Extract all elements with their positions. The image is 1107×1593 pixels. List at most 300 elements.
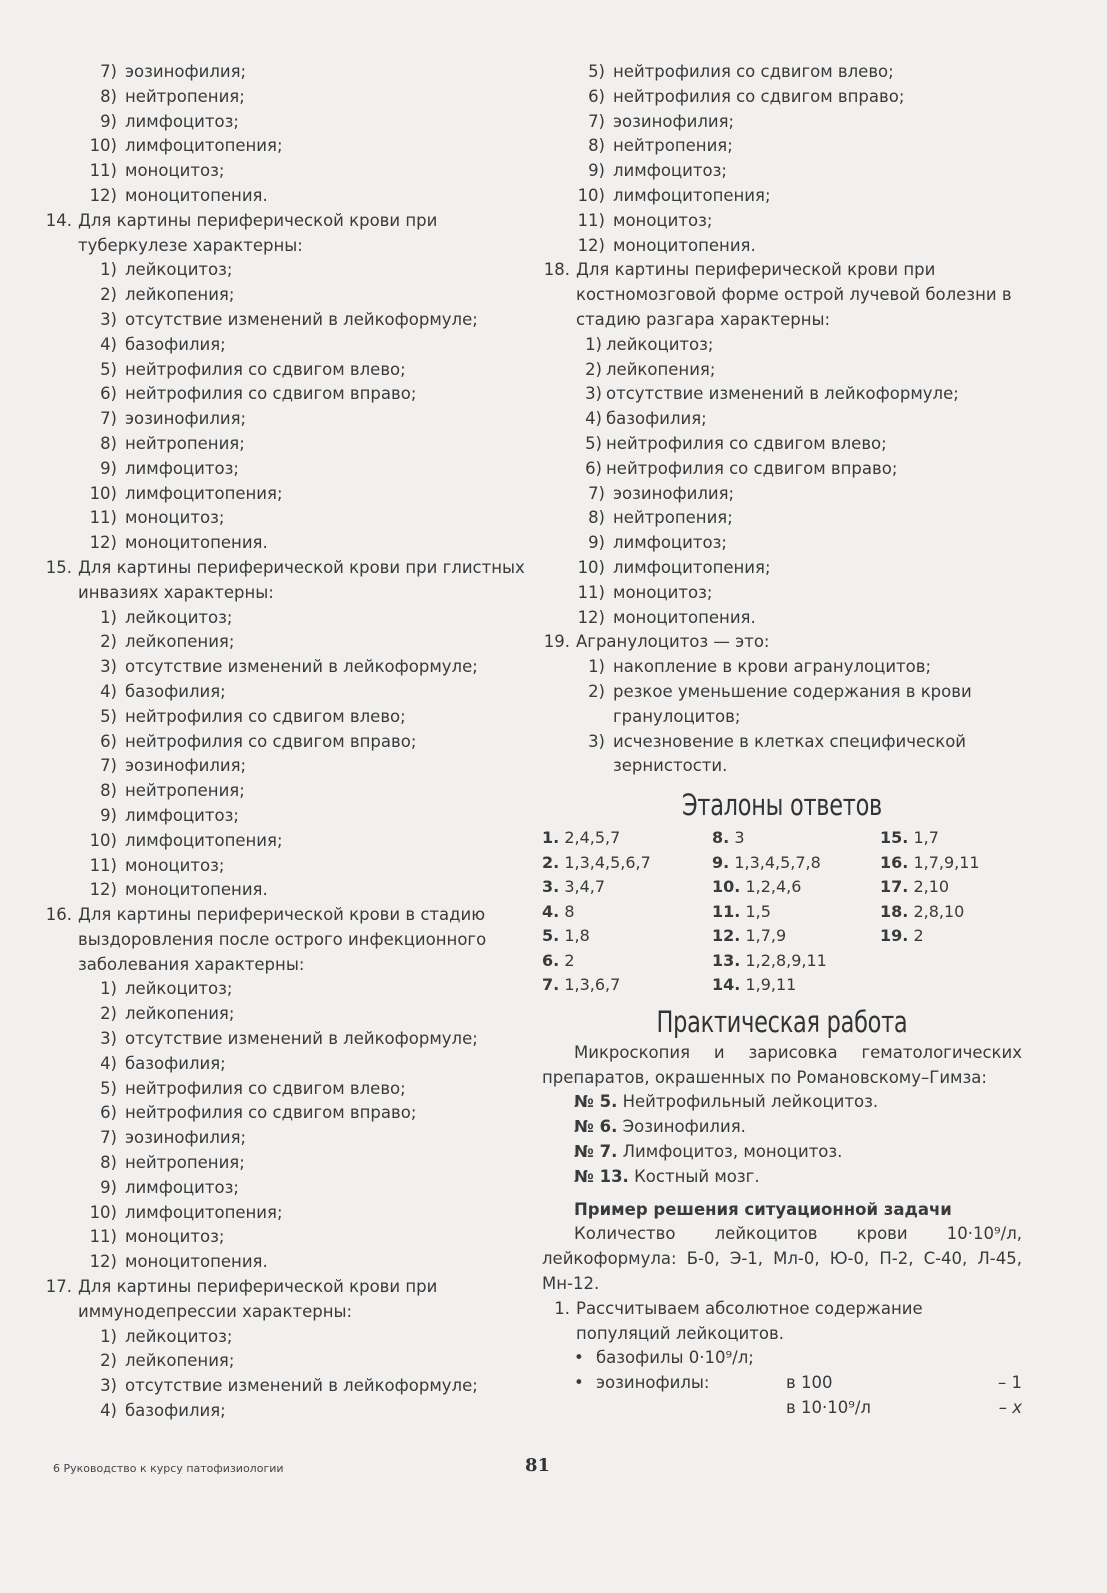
option-number: 10) [577, 185, 605, 205]
answer-option [44, 854, 526, 879]
option-number: 2) [100, 1004, 117, 1024]
option-text: лимфоцитоз; [125, 458, 239, 478]
answer-key-item [712, 875, 880, 900]
option-number: 3) [100, 309, 117, 329]
specimen-item [542, 1140, 1022, 1165]
answer-key-number: 5. [542, 926, 560, 946]
question-17 [44, 1275, 526, 1424]
option-text: лейкоцитоз; [125, 1326, 233, 1346]
answer-option [44, 1151, 526, 1176]
answer-option [542, 209, 1022, 234]
answer-option [44, 1027, 526, 1052]
answer-key-number: 6. [542, 950, 560, 970]
option-number: 8) [588, 136, 605, 156]
answer-key-value: 1,8 [564, 926, 590, 946]
answer-key-item [880, 826, 1022, 851]
answer-key-number: 16. [880, 852, 909, 872]
option-number: 8) [588, 508, 605, 528]
answer-key-number: 4. [542, 901, 560, 921]
answer-option [44, 630, 526, 655]
option-text: эозинофилия; [613, 483, 735, 503]
option-number: 1) [100, 607, 117, 627]
option-number: 7) [100, 1128, 117, 1148]
option-text: базофилия; [125, 334, 226, 354]
answer-key-value: 1,3,4,5,7,8 [734, 852, 821, 872]
answer-key-value: 1,9,11 [745, 975, 797, 995]
answer-key-value: 1,3,6,7 [564, 975, 621, 995]
page-number: 81 [525, 1455, 551, 1476]
question-13-tail [44, 60, 526, 209]
answer-key-item [880, 851, 1022, 876]
option-text: моноцитоз; [125, 1227, 225, 1247]
answer-key-item [880, 900, 1022, 925]
answer-option [542, 184, 1022, 209]
option-number: 2) [585, 359, 602, 379]
question-stem [44, 209, 526, 259]
option-number: 11) [577, 582, 605, 602]
option-text: нейтропения; [125, 433, 245, 453]
answer-option [44, 110, 526, 135]
option-number: 7) [100, 756, 117, 776]
specimen-item [542, 1165, 1022, 1190]
answer-option [44, 1250, 526, 1275]
question-number: 18. [543, 260, 570, 280]
answer-option [542, 134, 1022, 159]
option-text: базофилия; [125, 1401, 226, 1421]
option-text: эозинофилия; [125, 409, 247, 429]
answer-option [44, 184, 526, 209]
answer-option [44, 655, 526, 680]
answer-option [542, 606, 1022, 631]
answer-option [44, 1201, 526, 1226]
option-number: 9) [588, 161, 605, 181]
option-number: 10) [577, 557, 605, 577]
option-number: 10) [89, 136, 117, 156]
option-text: лимфоцитоз; [613, 533, 727, 553]
answer-option [44, 705, 526, 730]
answer-key-item [712, 973, 880, 998]
option-text: нейтрофилия со сдвигом влево; [606, 433, 887, 453]
answer-option [44, 382, 526, 407]
option-text: базофилия; [606, 409, 707, 429]
option-number: 10) [89, 830, 117, 850]
bullet-basophils-text: базофилы 0·10⁹/л; [596, 1348, 754, 1368]
answer-option [44, 977, 526, 1002]
specimen-list [542, 1090, 1022, 1189]
answer-key-number: 12. [712, 926, 741, 946]
option-text: нейтрофилия со сдвигом влево; [125, 1078, 406, 1098]
answer-option [44, 358, 526, 383]
option-number: 5) [588, 62, 605, 81]
option-text: лейкоцитоз; [125, 979, 233, 999]
option-text: нейтрофилия со сдвигом вправо; [125, 384, 417, 404]
answer-key-value: 1,3,4,5,6,7 [564, 852, 651, 872]
question-number: 15. [45, 557, 72, 577]
option-number: 2) [100, 1351, 117, 1371]
option-number: 3) [100, 657, 117, 677]
option-text: лимфоцитоз; [125, 1177, 239, 1197]
option-number: 9) [588, 533, 605, 553]
answer-option [44, 531, 526, 556]
answer-key-item [712, 900, 880, 925]
question-text: Для картины периферической крови при туберкулезе характерны: [78, 210, 438, 255]
answer-key-number: 19. [880, 926, 909, 946]
question-stem [44, 556, 526, 606]
option-text: моноцитопения. [125, 880, 268, 900]
question-number: 19. [543, 632, 570, 652]
question-15 [44, 556, 526, 903]
answer-option [44, 878, 526, 903]
answer-option [44, 1176, 526, 1201]
option-text: нейтрофилия со сдвигом вправо; [125, 1103, 417, 1123]
specimen-item [542, 1090, 1022, 1115]
option-text: нейтропения; [125, 781, 245, 801]
footer-book-title: 6 Руководство к курсу патофизиологии [53, 1462, 284, 1475]
option-text: эозинофилия; [125, 1128, 247, 1148]
option-text: накопление в крови агранулоцитов; [613, 657, 932, 677]
option-text: моноцитопения. [125, 533, 268, 553]
answer-key-value: 1,7 [913, 827, 939, 847]
option-text: лейкоцитоз; [125, 260, 233, 280]
option-number: 1) [100, 1326, 117, 1346]
answer-key-value: 1,2,8,9,11 [745, 950, 827, 970]
option-text: лейкопения; [125, 1351, 235, 1371]
option-text: отсутствие изменений в лейкоформуле; [125, 309, 478, 329]
answer-key-number: 15. [880, 827, 909, 847]
specimen-number: № 5. [574, 1092, 618, 1112]
option-text: лимфоцитоз; [613, 161, 727, 181]
answer-option [44, 606, 526, 631]
eosinophils-row-b-value: – x [998, 1398, 1022, 1418]
option-text: нейтрофилия со сдвигом влево; [613, 62, 894, 81]
eosinophils-row-a: в 100 [786, 1373, 833, 1393]
answer-option [44, 1101, 526, 1126]
left-column [44, 60, 526, 1424]
answers-heading: Эталоны ответов [681, 788, 883, 823]
option-text: лимфоцитоз; [125, 805, 239, 825]
step-1-number: 1. [554, 1298, 570, 1318]
answer-key-item [542, 949, 712, 974]
option-number: 1) [588, 657, 605, 677]
option-number: 7) [100, 62, 117, 81]
answer-key-number: 14. [712, 975, 741, 995]
answer-option [44, 779, 526, 804]
answer-key-value: 2,10 [913, 877, 950, 897]
answer-option [542, 556, 1022, 581]
answer-option [44, 1052, 526, 1077]
option-number: 7) [588, 483, 605, 503]
practice-heading: Практическая работа [656, 1005, 908, 1040]
example-text: Количество лейкоцитов крови 10·10⁹/л, лейкоформула: Б-0, Э-1, Мл-0, Ю-0, П-2, С-40, Л-45, Мн-12. [542, 1224, 1022, 1294]
option-number: 6) [100, 384, 117, 404]
answer-key-value: 8 [564, 901, 575, 921]
option-text: нейтропения; [125, 1153, 245, 1173]
answer-option [44, 482, 526, 507]
answer-option [542, 85, 1022, 110]
question-17-tail [542, 60, 1022, 258]
option-number: 5) [100, 1078, 117, 1098]
answer-key-number: 3. [542, 877, 560, 897]
specimen-name: Лимфоцитоз, моноцитоз. [622, 1142, 843, 1162]
specimen-number: № 6. [574, 1117, 618, 1137]
option-number: 6) [585, 458, 602, 478]
answer-key-number: 8. [712, 827, 730, 847]
option-number: 12) [89, 533, 117, 553]
answer-option [542, 407, 1022, 432]
question-16 [44, 903, 526, 1275]
answer-key-item [542, 826, 712, 851]
question-text: Агранулоцитоз — это: [576, 632, 770, 652]
option-number: 10) [89, 483, 117, 503]
option-text: лейкопения; [125, 285, 235, 305]
option-number: 1) [100, 260, 117, 280]
answer-key-value: 3 [734, 827, 745, 847]
option-number: 9) [100, 805, 117, 825]
answer-key-value: 2 [913, 926, 924, 946]
option-text: резкое уменьшение содержания в крови гранулоцитов; [613, 681, 972, 726]
option-number: 1) [585, 334, 602, 354]
option-number: 11) [89, 161, 117, 181]
answer-option [542, 432, 1022, 457]
answer-option [542, 60, 1022, 85]
option-number: 2) [100, 632, 117, 652]
option-text: эозинофилия; [613, 111, 735, 131]
option-text: базофилия; [125, 681, 226, 701]
option-number: 2) [100, 285, 117, 305]
answer-key-number: 18. [880, 901, 909, 921]
option-text: моноцитоз; [613, 210, 713, 230]
option-number: 4) [585, 409, 602, 429]
bullet-icon: • [574, 1373, 584, 1393]
option-text: нейтропения; [125, 86, 245, 106]
answer-option [44, 258, 526, 283]
option-number: 8) [100, 781, 117, 801]
answer-key-number: 7. [542, 975, 560, 995]
specimen-number: № 7. [574, 1142, 618, 1162]
specimen-name: Нейтрофильный лейкоцитоз. [622, 1092, 879, 1112]
answer-option [44, 283, 526, 308]
answer-option [44, 407, 526, 432]
option-number: 8) [100, 86, 117, 106]
option-text: исчезновение в клетках специфической зернистости. [613, 731, 967, 776]
answer-key-item [542, 875, 712, 900]
specimen-item [542, 1115, 1022, 1140]
option-text: нейтропения; [613, 508, 733, 528]
option-text: лимфоцитоз; [125, 111, 239, 131]
option-number: 4) [100, 681, 117, 701]
option-number: 11) [577, 210, 605, 230]
answer-option [542, 333, 1022, 358]
option-text: моноцитопения. [613, 607, 756, 627]
option-text: нейтрофилия со сдвигом вправо; [125, 731, 417, 751]
option-number: 6) [100, 1103, 117, 1123]
answer-option [542, 581, 1022, 606]
answer-key-number: 2. [542, 852, 560, 872]
eosinophils-row-a-value: – 1 [998, 1373, 1022, 1393]
option-number: 6) [100, 731, 117, 751]
option-number: 12) [89, 880, 117, 900]
answer-option [542, 234, 1022, 259]
option-number: 11) [89, 855, 117, 875]
answer-option [44, 159, 526, 184]
answer-key-item [712, 826, 880, 851]
eosinophils-row-b: в 10·10⁹/л [786, 1398, 871, 1418]
option-number: 3) [100, 1376, 117, 1396]
question-stem [44, 1275, 526, 1325]
option-number: 7) [100, 409, 117, 429]
option-text: нейтрофилия со сдвигом вправо; [606, 458, 898, 478]
option-number: 12) [89, 1252, 117, 1272]
question-number: 16. [45, 905, 72, 925]
step-1 [542, 1297, 1022, 1347]
option-text: лейкоцитоз; [606, 334, 714, 354]
option-number: 4) [100, 1401, 117, 1421]
answer-key-number: 11. [712, 901, 741, 921]
answer-key-value: 2 [564, 950, 575, 970]
option-number: 7) [588, 111, 605, 131]
answer-key-item [712, 924, 880, 949]
option-text: эозинофилия; [125, 756, 247, 776]
answer-option [44, 457, 526, 482]
answer-option [542, 358, 1022, 383]
answer-option [542, 457, 1022, 482]
option-number: 9) [100, 458, 117, 478]
answer-option [44, 1399, 526, 1424]
answer-option [44, 1225, 526, 1250]
answer-key-number: 13. [712, 950, 741, 970]
answer-key-value: 1,5 [745, 901, 771, 921]
question-18 [542, 258, 1022, 630]
option-number: 9) [100, 1177, 117, 1197]
option-text: лимфоцитопения; [613, 185, 771, 205]
answer-key-item [880, 875, 1022, 900]
answer-option [44, 134, 526, 159]
answer-option [44, 85, 526, 110]
option-text: лейкоцитоз; [125, 607, 233, 627]
option-text: нейтропения; [613, 136, 733, 156]
answer-option [44, 432, 526, 457]
option-number: 6) [588, 86, 605, 106]
option-text: моноцитопения. [613, 235, 756, 255]
answer-option [542, 655, 1022, 680]
answer-option [542, 730, 1022, 780]
answer-option [542, 680, 1022, 730]
option-number: 11) [89, 1227, 117, 1247]
question-stem [542, 258, 1022, 332]
answer-key-number: 10. [712, 877, 741, 897]
answer-option [44, 829, 526, 854]
option-text: лейкопения; [125, 1004, 235, 1024]
answer-option [44, 730, 526, 755]
answer-option [44, 680, 526, 705]
answer-option [44, 1349, 526, 1374]
answer-key-value: 2,8,10 [913, 901, 965, 921]
answer-option [44, 333, 526, 358]
answer-option [542, 531, 1022, 556]
answer-key-number: 17. [880, 877, 909, 897]
option-number: 3) [100, 1029, 117, 1049]
answer-option [44, 1077, 526, 1102]
answer-key-number: 1. [542, 827, 560, 847]
option-number: 5) [100, 359, 117, 379]
answer-key-value: 1,2,4,6 [745, 877, 802, 897]
answers-grid [542, 826, 1022, 998]
option-text: лимфоцитопения; [125, 830, 283, 850]
answer-option [542, 159, 1022, 184]
answer-option [542, 382, 1022, 407]
option-text: нейтрофилия со сдвигом вправо; [613, 86, 905, 106]
option-text: эозинофилия; [125, 62, 247, 81]
option-text: моноцитоз; [125, 508, 225, 528]
option-number: 2) [588, 681, 605, 701]
option-text: лимфоцитопения; [125, 1202, 283, 1222]
question-stem [44, 903, 526, 977]
answer-key-item [542, 973, 712, 998]
answer-option [542, 482, 1022, 507]
answer-option [44, 1126, 526, 1151]
option-text: нейтрофилия со сдвигом влево; [125, 706, 406, 726]
question-text: Для картины периферической крови при иммунодепрессии характерны: [78, 1277, 438, 1321]
answer-option [44, 1002, 526, 1027]
option-text: отсутствие изменений в лейкоформуле; [125, 657, 478, 677]
option-text: отсутствие изменений в лейкоформуле; [125, 1376, 478, 1396]
option-number: 5) [585, 433, 602, 453]
option-text: моноцитоз; [125, 855, 225, 875]
answer-key-item [880, 924, 1022, 949]
option-text: лимфоцитопения; [125, 136, 283, 156]
option-text: отсутствие изменений в лейкоформуле; [606, 384, 959, 404]
answer-key-item [712, 949, 880, 974]
bullet-eosinophils [542, 1371, 1022, 1421]
answer-key-value: 1,7,9 [745, 926, 787, 946]
option-number: 3) [588, 731, 605, 751]
bullet-basophils [542, 1346, 1022, 1371]
answer-option [542, 506, 1022, 531]
option-number: 12) [89, 185, 117, 205]
answer-option [44, 1325, 526, 1350]
answer-option [44, 804, 526, 829]
answer-key-value: 1,7,9,11 [913, 852, 980, 872]
answer-option [44, 754, 526, 779]
option-text: лимфоцитопения; [125, 483, 283, 503]
option-number: 9) [100, 111, 117, 131]
option-text: моноцитоз; [613, 582, 713, 602]
option-text: моноцитопения. [125, 1252, 268, 1272]
option-number: 12) [577, 607, 605, 627]
eosinophils-label: эозинофилы: [596, 1373, 710, 1393]
answer-key-number: 9. [712, 852, 730, 872]
answer-key-value: 3,4,7 [564, 877, 606, 897]
option-text: базофилия; [125, 1053, 226, 1073]
option-number: 12) [577, 235, 605, 255]
option-text: лейкопения; [125, 632, 235, 652]
answer-key-item [712, 851, 880, 876]
option-number: 8) [100, 1153, 117, 1173]
option-text: нейтрофилия со сдвигом влево; [125, 359, 406, 379]
option-number: 5) [100, 706, 117, 726]
option-text: отсутствие изменений в лейкоформуле; [125, 1029, 478, 1049]
specimen-name: Эозинофилия. [622, 1117, 746, 1137]
option-text: моноцитопения. [125, 185, 268, 205]
option-number: 8) [100, 433, 117, 453]
question-19 [542, 630, 1022, 779]
practice-intro: Микроскопия и зарисовка гематологических препаратов, окрашенных по Романовскому–Гимза: [542, 1042, 1022, 1087]
option-number: 3) [585, 384, 602, 404]
option-number: 10) [89, 1202, 117, 1222]
step-1-text: Рассчитываем абсолютное содержание популяций лейкоцитов. [576, 1298, 923, 1343]
option-text: лейкопения; [606, 359, 716, 379]
answer-key-item [542, 851, 712, 876]
